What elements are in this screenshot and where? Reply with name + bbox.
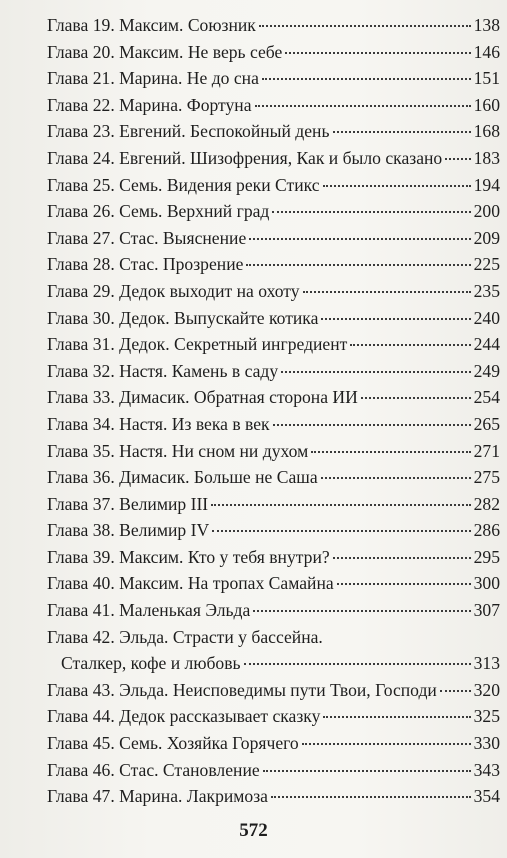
toc-entry-page: 275 — [473, 467, 500, 488]
toc-entry-page: 160 — [473, 94, 500, 115]
toc-entry-title: Глава 22. Марина. Фортуна — [47, 94, 252, 115]
toc-leader-dots — [271, 795, 471, 798]
toc-entry-page: 146 — [473, 41, 500, 62]
toc-entry-title: Глава 39. Максим. Кто у тебя внутри? — [47, 546, 330, 567]
toc-entry-page: 183 — [473, 147, 500, 168]
toc-entry-page: 265 — [473, 413, 500, 434]
toc-leader-dots — [272, 210, 470, 213]
toc-entry-page: 240 — [473, 307, 500, 328]
toc-leader-dots — [212, 529, 470, 532]
toc-leader-dots — [445, 157, 470, 160]
toc-entry-page: 300 — [473, 573, 500, 594]
toc-entry-page: 151 — [473, 68, 500, 89]
toc-leader-dots — [249, 237, 470, 240]
toc-leader-dots — [337, 582, 471, 585]
toc-entry-page: 209 — [473, 227, 500, 248]
toc-entry-title: Глава 24. Евгений. Шизофрения, Как и было сказано — [47, 147, 443, 168]
toc-entry-title-line2: Сталкер, кофе и любовь — [61, 653, 241, 674]
toc-entry — [47, 65, 500, 92]
toc-entry — [47, 544, 500, 571]
toc-entry — [47, 145, 500, 172]
toc-entry — [47, 225, 500, 252]
toc-entry-page: 320 — [473, 679, 500, 700]
toc-entry-title: Глава 26. Семь. Верхний град — [47, 201, 270, 222]
toc-entry-title: Глава 25. Семь. Видения реки Стикс — [47, 174, 320, 195]
toc-leader-dots — [263, 769, 471, 772]
toc-entry-page: 343 — [473, 759, 500, 780]
toc-entry-page: 282 — [473, 493, 500, 514]
toc-leader-dots — [211, 503, 470, 506]
toc-entry — [47, 517, 500, 544]
toc-entry — [47, 438, 500, 465]
toc-entry-page: 200 — [473, 201, 500, 222]
toc-entry-page: 249 — [473, 360, 500, 381]
toc-entry-title: Глава 33. Димасик. Обратная сторона ИИ — [47, 387, 358, 408]
toc-entry — [47, 703, 500, 730]
toc-entry — [47, 783, 500, 810]
toc-entry — [47, 198, 500, 225]
toc-leader-dots — [273, 423, 471, 426]
toc-entry-chapter-42 — [47, 624, 500, 677]
toc-entry — [47, 92, 500, 119]
toc-entry-page: 138 — [473, 15, 500, 35]
toc-entry — [47, 464, 500, 491]
toc-entry — [47, 677, 500, 704]
toc-entry-title: Глава 40. Максим. На тропах Самайна — [47, 573, 334, 594]
toc-entry — [47, 491, 500, 518]
toc-entry-title: Глава 21. Марина. Не до сна — [47, 68, 259, 89]
toc-leader-dots — [246, 263, 470, 266]
toc-entry-page: 307 — [473, 600, 500, 621]
toc-entry-page: 235 — [473, 280, 500, 301]
toc-entry — [47, 757, 500, 784]
toc-entry — [47, 251, 500, 278]
toc-leader-dots — [333, 130, 471, 133]
toc-entry-page: 295 — [473, 546, 500, 567]
toc-leader-dots — [323, 715, 470, 718]
toc-entry — [47, 358, 500, 385]
toc-entry-title: Глава 23. Евгений. Беспокойный день — [47, 121, 330, 142]
toc-entry-page: 313 — [473, 653, 500, 674]
toc-entry-title: Глава 46. Стас. Становление — [47, 759, 260, 780]
toc-entry-title: Глава 38. Велимир IV — [47, 520, 210, 541]
toc-entry-title: Глава 32. Настя. Камень в саду — [47, 360, 279, 381]
toc-leader-dots — [285, 51, 470, 54]
toc-entry — [47, 172, 500, 199]
toc-entry — [47, 570, 500, 597]
toc-entry-page: 225 — [473, 254, 500, 275]
toc-leader-dots — [262, 77, 471, 80]
toc-entry — [47, 12, 500, 39]
toc-entry-page: 354 — [473, 786, 500, 807]
toc-entry — [47, 118, 500, 145]
toc-entry — [47, 331, 500, 358]
toc-entry-page: 286 — [473, 520, 500, 541]
toc-entry-title: Глава 31. Дедок. Секретный ингредиент — [47, 334, 348, 355]
toc-entry-title: Глава 44. Дедок рассказывает сказку — [47, 706, 321, 727]
toc-entry-page: 325 — [473, 706, 500, 727]
toc-entry — [47, 278, 500, 305]
toc-leader-dots — [323, 184, 471, 187]
toc-leader-dots — [244, 662, 471, 665]
toc-leader-dots — [253, 609, 470, 612]
toc-entry-page: 254 — [473, 387, 500, 408]
toc-entry-title: Глава 47. Марина. Лакримоза — [47, 786, 268, 807]
toc-leader-dots — [361, 396, 471, 399]
toc-entry-title: Глава 35. Настя. Ни сном ни духом — [47, 440, 309, 461]
toc-entry-title: Глава 43. Эльда. Неисповедимы пути Твои, Господи — [47, 679, 437, 700]
toc-entry-title: Глава 45. Семь. Хозяйка Горячего — [47, 733, 299, 754]
toc-leader-dots — [311, 450, 470, 453]
toc-entry — [47, 39, 500, 66]
toc-entry-title: Глава 20. Максим. Не верь себе — [47, 41, 283, 62]
toc-entry-title: Глава 19. Максим. Союзник — [47, 15, 256, 35]
toc-leader-dots — [302, 742, 471, 745]
toc-entry-title: Глава 29. Дедок выходит на охоту — [47, 280, 300, 301]
toc-leader-dots — [303, 290, 471, 293]
toc-leader-dots — [321, 317, 470, 320]
toc-leader-dots — [321, 476, 471, 479]
toc-leader-dots — [281, 370, 470, 373]
page-number: 572 — [239, 820, 268, 841]
toc-leader-dots — [259, 24, 471, 27]
toc-entry-title: Глава 30. Дедок. Выпускайте котика — [47, 307, 319, 328]
toc-entry-title: Глава 36. Димасик. Больше не Саша — [47, 467, 318, 488]
toc-entry-title: Глава 41. Маленькая Эльда — [47, 600, 251, 621]
toc-entry-title-line1: Глава 42. Эльда. Страсти у бассейна. — [47, 626, 323, 647]
toc-entry-page: 271 — [473, 440, 500, 461]
toc-entry-title: Глава 27. Стас. Выяснение — [47, 227, 247, 248]
toc-entry-title: Глава 37. Велимир III — [47, 493, 209, 514]
toc-leader-dots — [440, 689, 471, 692]
toc-entry — [47, 730, 500, 757]
toc-entry-page: 244 — [473, 334, 500, 355]
toc-entry — [47, 597, 500, 624]
toc-entry-title: Глава 28. Стас. Прозрение — [47, 254, 244, 275]
toc-entry-page: 330 — [473, 733, 500, 754]
toc-entry — [47, 384, 500, 411]
toc-entry-page: 168 — [473, 121, 500, 142]
toc-leader-dots — [255, 104, 471, 107]
toc-entry — [47, 411, 500, 438]
table-of-contents — [47, 12, 500, 810]
toc-leader-dots — [333, 556, 471, 559]
toc-entry — [47, 305, 500, 332]
toc-entry-page: 194 — [473, 174, 500, 195]
toc-entry-title: Глава 34. Настя. Из века в век — [47, 413, 270, 434]
toc-leader-dots — [350, 343, 470, 346]
